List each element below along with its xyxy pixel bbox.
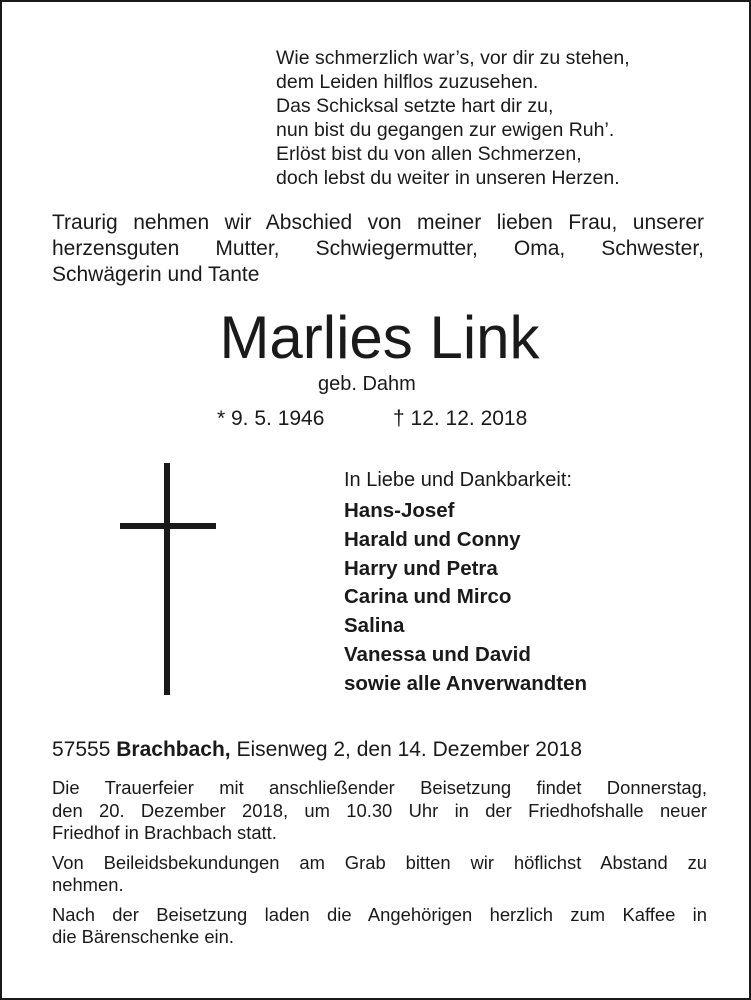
poem-line: Das Schicksal setzte hart dir zu, — [276, 95, 554, 117]
postcode: 57555 — [52, 738, 111, 761]
intro-line: Traurig nehmen wir Abschied von meiner lieben Frau, unserer — [52, 211, 704, 234]
mourner-name: Carina und Mirco — [344, 585, 512, 609]
maiden-name: geb. Dahm — [318, 373, 416, 395]
deceased-name: Marlies Link — [219, 304, 540, 371]
poem-line: Wie schmerzlich war’s, vor dir zu stehen, — [276, 47, 630, 69]
poem-line: Erlöst bist du von allen Schmerzen, — [276, 143, 582, 165]
mourner-name: Harry und Petra — [344, 556, 498, 580]
note-line: Die Trauerfeier mit anschließender Beisetzung findet Donnerstag, — [52, 777, 707, 798]
note-line: Friedhof in Brachbach statt. — [52, 822, 277, 843]
mourner-name: Hans-Josef — [344, 499, 455, 522]
street-and-date: Eisenweg 2, den 14. Dezember 2018 — [236, 738, 583, 761]
cross-horizontal-bar — [120, 523, 216, 529]
mourners-list — [344, 468, 724, 699]
note-line: die Bärenschenke ein. — [52, 926, 234, 947]
cross-vertical-bar — [164, 463, 170, 695]
address-line — [52, 737, 582, 763]
intro-line: herzensguten Mutter, Schwiegermutter, Oma, Schwester, — [52, 237, 704, 260]
poem-line: dem Leiden hilflos zuzusehen. — [276, 71, 539, 93]
mourner-name: Harald und Conny — [344, 527, 521, 551]
condolence-note — [52, 852, 707, 897]
mourner-name: sowie alle Anverwandten — [344, 671, 588, 695]
note-line: nehmen. — [52, 874, 124, 895]
town: Brachbach, — [116, 738, 231, 761]
intro-line: Schwägerin und Tante — [52, 263, 260, 286]
mourner-name: Vanessa und David — [344, 642, 531, 666]
poem-line: doch lebst du weiter in unseren Herzen. — [276, 167, 620, 189]
poem-line: nun bist du gegangen zur ewigen Ruh’. — [276, 119, 615, 141]
mourners-heading: In Liebe und Dankbarkeit: — [344, 469, 572, 491]
note-line: Von Beileidsbekundungen am Grab bitten wir höflichst Abstand zu — [52, 851, 707, 873]
mourner-names — [344, 497, 724, 699]
coffee-note — [52, 904, 707, 949]
funeral-notes — [52, 777, 707, 956]
note-line: den 20. Dezember 2018, um 10.30 Uhr in der Friedhofshalle neuer — [52, 799, 707, 821]
death-date: † 12. 12. 2018 — [393, 407, 528, 430]
farewell-intro — [52, 210, 704, 288]
memorial-poem — [276, 46, 716, 190]
cross-icon — [120, 463, 216, 695]
birth-date: * 9. 5. 1946 — [217, 407, 325, 430]
service-note — [52, 777, 707, 845]
mourner-name: Salina — [344, 614, 405, 638]
note-line: Nach der Beisetzung laden die Angehörigen herzlich zum Kaffee in — [52, 903, 707, 925]
